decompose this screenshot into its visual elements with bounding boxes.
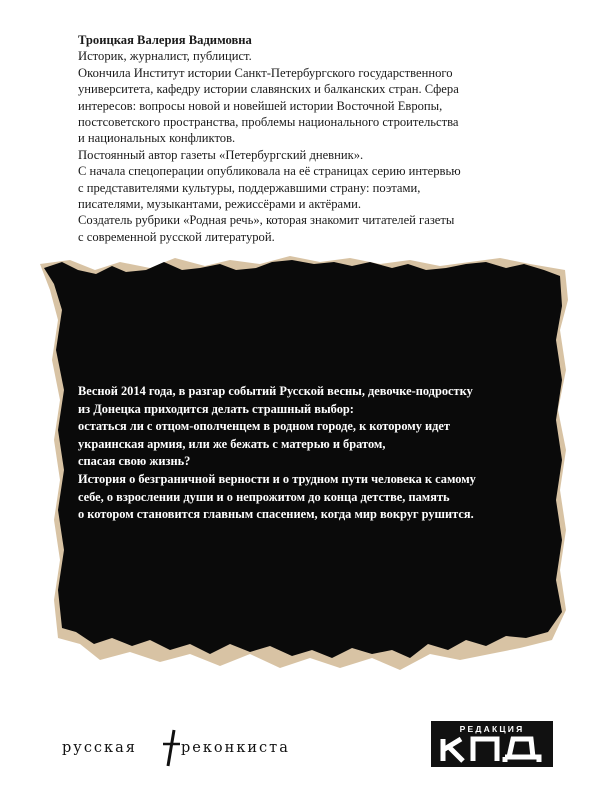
sword-cross-icon [160,728,182,768]
bio-line: с современной русской литературой. [78,229,275,244]
bio-line: Постоянный автор газеты «Петербургский дневник». [78,147,364,162]
bio-line: с представителями культуры, поддержавшими страну: поэтами, [78,180,421,195]
blurb-line: себе, о взрослении души и о непрожитом до конца детстве, память [78,489,450,504]
series-logo [62,732,312,768]
bio-line: интересов: вопросы новой и новейшей истории Восточной Европы, [78,98,443,113]
bio-line: и национальных конфликтов. [78,131,236,146]
bio-line: С начала спецоперации опубликовала на её страницах серию интервью [78,164,461,179]
bio-line: Историк, журналист, публицист. [78,49,252,64]
author-bio [78,32,538,245]
blurb-line: украинская армия, или же бежать с матерью и братом, [78,436,386,451]
bio-line: Создатель рубрики «Родная речь», которая знакомит читателей газеты [78,213,455,228]
kpd-logo-icon [439,735,545,763]
bio-line: писателями, музыкантами, режиссёрами и актёрами. [78,197,361,212]
author-name: Троицкая Валерия Вадимовна [78,33,252,47]
series-word-rekonkista: реконкиста [181,740,290,756]
series-word-russkaya: русская [62,740,137,756]
book-annotation [78,383,538,524]
publisher-label: РЕДАКЦИЯ [459,724,525,734]
bio-line: Окончила Институт истории Санкт-Петербургского государственного [78,65,453,80]
publisher-logo [431,721,553,767]
blurb-line: История о безграничной верности и о трудном пути человека к самому [78,471,476,486]
blurb-line: из Донецка приходится делать страшный выбор: [78,401,354,416]
bio-line: университета, кафедру истории славянских и балканских стран. Сфера [78,82,459,97]
blurb-line: Весной 2014 года, в разгар событий Русской весны, девочке-подростку [78,384,473,398]
bio-line: постсоветского пространства, проблемы национального строительства [78,115,459,130]
blurb-line: о котором становится главным спасением, когда мир вокруг рушится. [78,507,474,522]
blurb-line: остаться ли с отцом-ополченцем в родном городе, к которому идет [78,419,451,434]
blurb-line: спасая свою жизнь? [78,454,191,469]
